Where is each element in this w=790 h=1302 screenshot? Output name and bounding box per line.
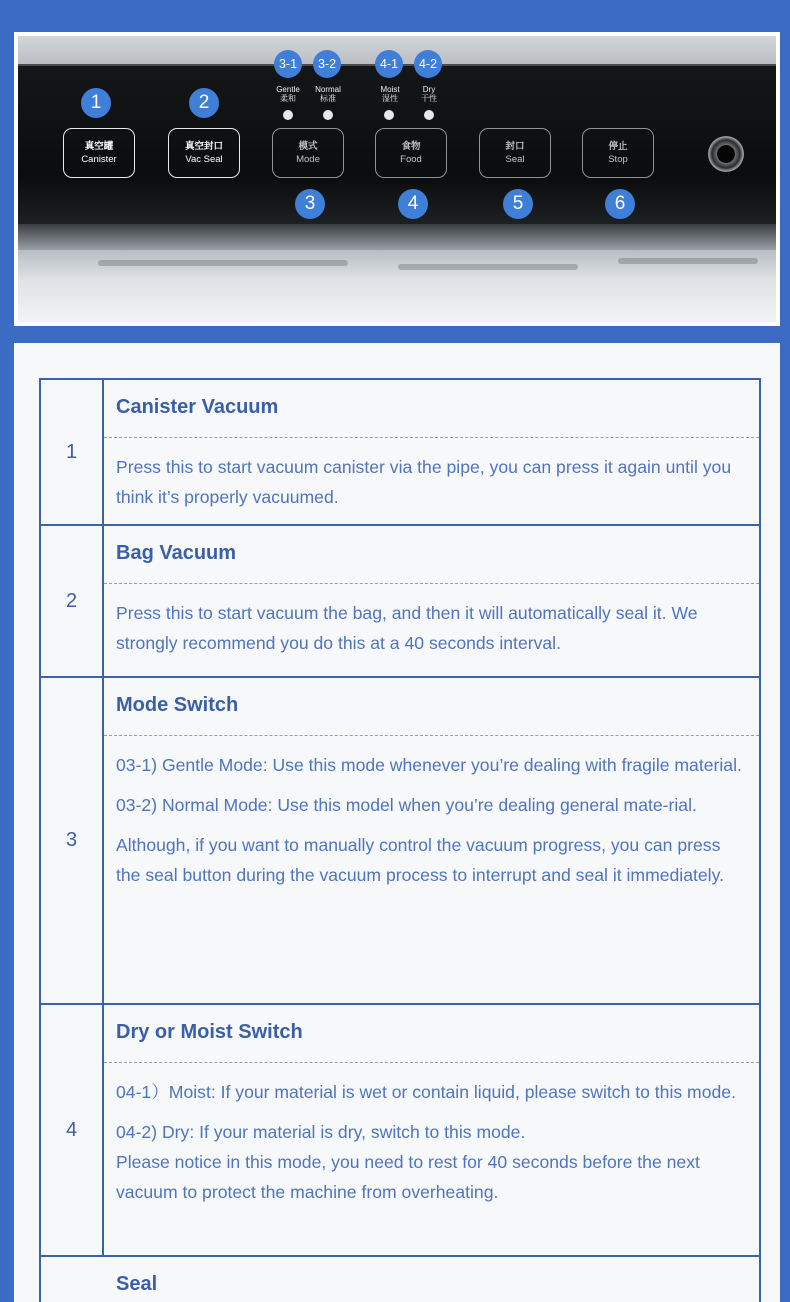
badge-3-1: 3-1	[274, 50, 302, 78]
row-title: Dry or Moist Switch	[104, 1005, 759, 1063]
badge-5: 5	[503, 189, 533, 219]
row-number: 4	[41, 1005, 104, 1255]
badge-4: 4	[398, 189, 428, 219]
seal-button[interactable]	[479, 128, 551, 178]
indicator-gentle-en: Gentle	[276, 85, 300, 94]
indicator-normal-zh: 标准	[320, 94, 336, 103]
row-body	[104, 678, 759, 1003]
row-text	[104, 1063, 759, 1221]
row-body	[104, 380, 759, 524]
indicator-moist-zh: 湿性	[382, 94, 398, 103]
table-row	[41, 380, 759, 526]
food-button-en: Food	[400, 154, 422, 165]
food-button[interactable]	[375, 128, 447, 178]
mode-button-zh: 模式	[298, 141, 318, 152]
led-gentle	[283, 110, 293, 120]
badge-2: 2	[189, 88, 219, 118]
badge-1: 1	[81, 88, 111, 118]
vac-seal-button[interactable]	[168, 128, 240, 178]
row-paragraph: 03-2) Normal Mode: Use this model when you’re dealing general mate-rial.	[116, 795, 697, 815]
indicator-dry-zh: 干性	[421, 94, 437, 103]
seal-button-en: Seal	[505, 154, 525, 165]
indicator-normal-en: Normal	[315, 85, 341, 94]
seal-button-zh: 封口	[505, 141, 525, 152]
stop-button-en: Stop	[608, 154, 628, 165]
row-paragraph: Press this to start vacuum the bag, and then it will automatically seal it. We strongly recommend you do this at a 40 seconds interval.	[116, 603, 698, 653]
row-title: Mode Switch	[104, 678, 759, 736]
mode-button-en: Mode	[296, 154, 320, 165]
indicator-dry-en: Dry	[422, 85, 436, 94]
row-paragraph: Please notice in this mode, you need to rest for 40 seconds before the next vacuum to protect the machine from overheating.	[116, 1152, 700, 1202]
indicator-moist-en: Moist	[380, 85, 400, 94]
row-body	[104, 1005, 759, 1255]
row-body	[104, 1257, 759, 1302]
row-number: 3	[41, 678, 104, 1003]
instructions-card	[14, 343, 780, 1302]
control-panel-image	[18, 36, 776, 322]
canister-button-en: Canister	[81, 154, 117, 165]
row-paragraph: Press this to start vacuum canister via the pipe, you can press it again until you think it’s properly vacuumed.	[116, 457, 732, 507]
indicator-normal	[308, 85, 348, 103]
table-row	[41, 1257, 759, 1302]
badge-3-2: 3-2	[313, 50, 341, 78]
indicator-gentle	[268, 85, 308, 103]
table-row	[41, 678, 759, 1005]
indicator-moist	[370, 85, 410, 103]
badge-4-2: 4-2	[414, 50, 442, 78]
row-text	[104, 438, 759, 526]
led-dry	[424, 110, 434, 120]
row-paragraph: 03-1) Gentle Mode: Use this mode whenever you’re dealing with fragile material.	[116, 755, 742, 775]
badge-6: 6	[605, 189, 635, 219]
stop-button[interactable]	[582, 128, 654, 178]
canister-button-zh: 真空罐	[84, 141, 114, 152]
panel-lip	[18, 224, 776, 250]
row-paragraph: Although, if you want to manually control the vacuum progress, you can press the seal button during the vacuum process to interrupt and seal it immediately.	[116, 835, 724, 885]
row-title: Seal	[116, 1273, 158, 1295]
food-button-zh: 食物	[401, 141, 421, 152]
control-panel-photo	[14, 32, 780, 326]
row-number: 2	[41, 526, 104, 676]
instructions-table	[39, 378, 761, 1302]
row-text	[104, 736, 759, 904]
vac-seal-button-en: Vac Seal	[185, 154, 223, 165]
led-moist	[384, 110, 394, 120]
badge-3: 3	[295, 189, 325, 219]
row-number: 1	[41, 380, 104, 524]
indicator-dry	[409, 85, 449, 103]
row-paragraph: 04-1）Moist: If your material is wet or contain liquid, please switch to this mode.	[116, 1082, 736, 1102]
vacuum-port-icon	[708, 136, 744, 172]
vac-seal-button-zh: 真空封口	[184, 141, 223, 152]
badge-4-1: 4-1	[375, 50, 403, 78]
row-title: Canister Vacuum	[104, 380, 759, 438]
row-paragraph: 04-2) Dry: If your material is dry, switch to this mode.	[116, 1122, 526, 1142]
indicator-gentle-zh: 柔和	[280, 94, 296, 103]
row-title: Bag Vacuum	[104, 526, 759, 584]
led-normal	[323, 110, 333, 120]
stop-button-zh: 停止	[608, 141, 628, 152]
row-body	[104, 526, 759, 676]
canister-button[interactable]	[63, 128, 135, 178]
mode-button[interactable]	[272, 128, 344, 178]
table-row	[41, 526, 759, 678]
panel-reflection	[18, 250, 776, 322]
table-row	[41, 1005, 759, 1257]
row-text	[104, 584, 759, 672]
